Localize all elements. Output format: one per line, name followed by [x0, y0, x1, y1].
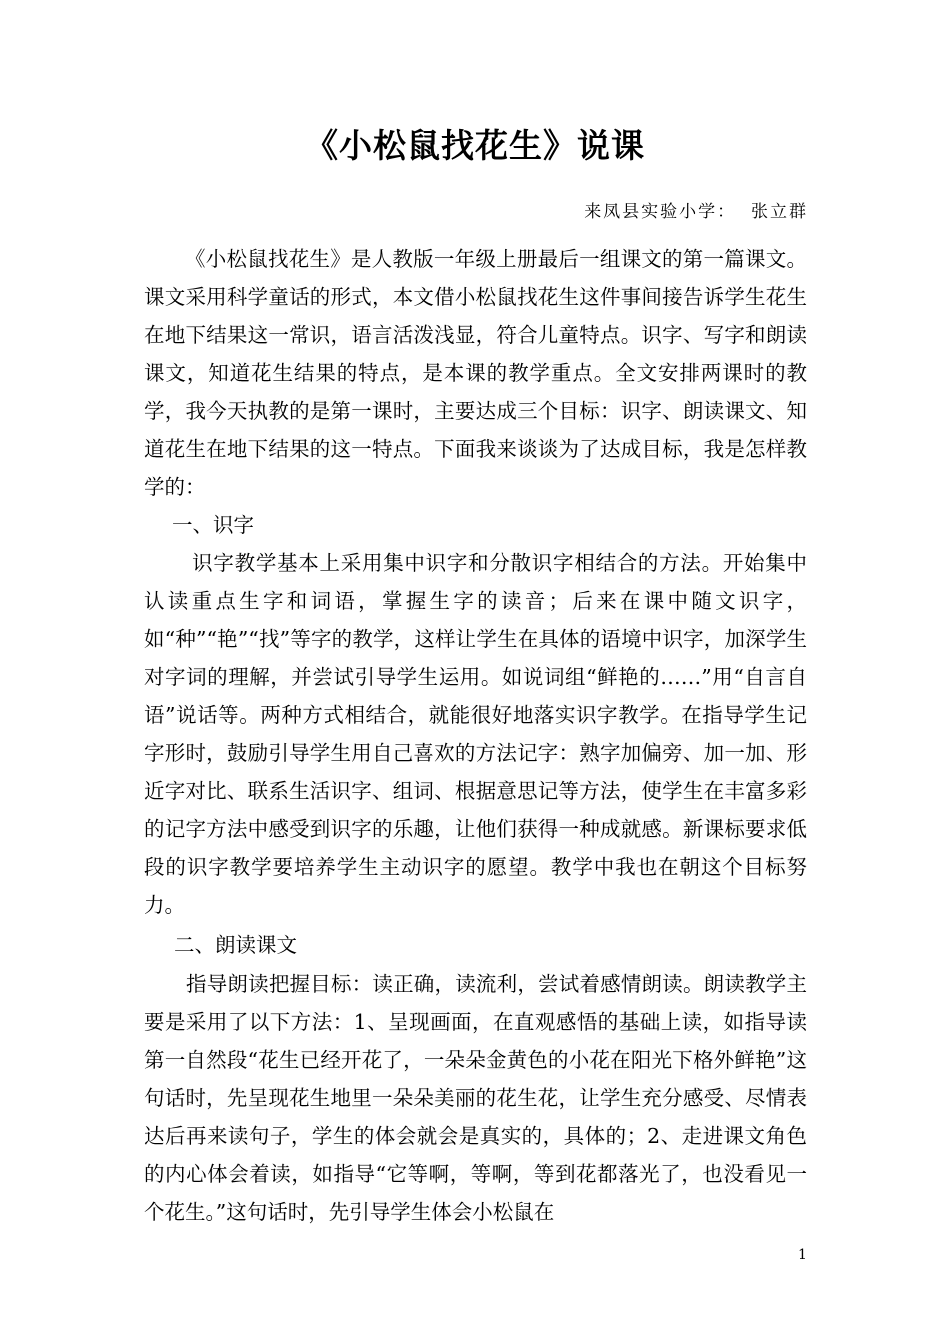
section-heading-reading: 二、朗读课文: [174, 933, 297, 957]
author-line: 来凤县实验小学： 张立群: [584, 202, 808, 222]
paragraph-reading: 指导朗读把握目标：读正确，读流利，尝试着感情朗读。朗读教学主要是采用了以下方法：1、呈现画面，在直观感悟的基础上读，如指导读第一自然段“花生已经开花了，一朵朵金黄色的小花在阳光下格外鲜艳”这句话时，先呈现花生地里一朵朵美丽的花生花，让学生充分感受、尽情表达后再来读句子，学生的体会就会是真实的，具体的；2、走进课文角色的内心体会着读，如指导“它等啊，等啊，等到花都落光了，也没看见一个花生。”这句话时，先引导学生体会小松鼠在: [144, 972, 807, 1224]
paragraph-literacy: 识字教学基本上采用集中识字和分散识字相结合的方法。开始集中认读重点生字和词语，掌握生字的读音；后来在课中随文识字，如“种”“艳”“找”等字的教学，这样让学生在具体的语境中识字，加深学生对字词的理解，并尝试引导学生运用。如说词组“鲜艳的……”用“自言自语”说话等。两种方式相结合，就能很好地落实识字教学。在指导学生记字形时，鼓励引导学生用自己喜欢的方法记字：熟字加偏旁、加一加、形近字对比、联系生活识字、组词、根据意思记等方法，使学生在丰富多彩的记字方法中感受到识字的乐趣，让他们获得一种成就感。新课标要求低段的识字教学要培养学生主动识字的愿望。教学中我也在朝这个目标努力。: [144, 551, 807, 917]
paragraph-intro: 《小松鼠找花生》是人教版一年级上册最后一组课文的第一篇课文。课文采用科学童话的形式，本文借小松鼠找花生这件事间接告诉学生花生在地下结果这一常识，语言活泼浅显，符合儿童特点。识字、写字和朗读课文，知道花生结果的特点，是本课的教学重点。全文安排两课时的教学，我今天执教的是第一课时，主要达成三个目标：识字、朗读课文、知道花生在地下结果的这一特点。下面我来谈谈为了达成目标，我是怎样教学的：: [144, 247, 807, 499]
document-body: [144, 240, 807, 1231]
section-heading-literacy: 一、识字: [172, 513, 254, 537]
page-number-text: 1: [798, 1247, 807, 1263]
document-title: 《小松鼠找花生》说课: [305, 126, 645, 165]
